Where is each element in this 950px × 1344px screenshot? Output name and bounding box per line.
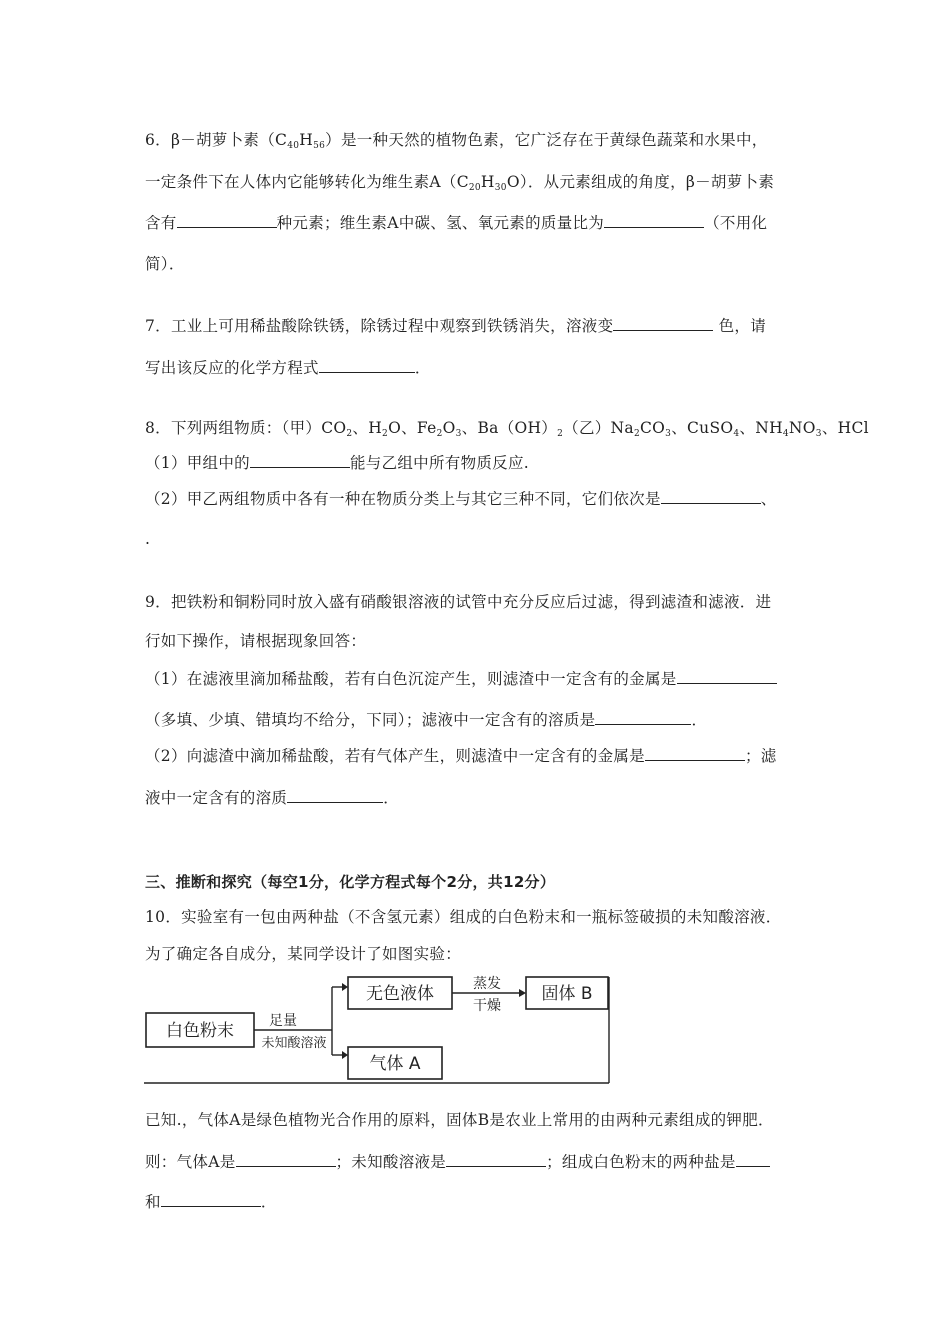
q6-line-4: 简）． bbox=[145, 255, 185, 273]
q6-line-3: 含有 种元素；维生素A中碳、氢、氧元素的质量比为 （不用化 bbox=[145, 214, 768, 232]
answer-blank[interactable] bbox=[177, 213, 277, 228]
q10-line-4: 则：气体A是 ；未知酸溶液是 ；组成白色粉末的两种盐是 bbox=[145, 1150, 770, 1172]
q9-line-4: （多填、少填、错填均不给分，下同）；滤液中一定含有的溶质是 ． bbox=[145, 711, 708, 729]
q7-line-1: 7．工业上可用稀盐酸除铁锈，除锈过程中观察到铁锈消失，溶液变 色，请 bbox=[145, 317, 767, 335]
answer-blank[interactable] bbox=[595, 710, 691, 725]
reagent-name-label: 未知酸溶液 bbox=[261, 1036, 327, 1051]
dry-label: 干燥 bbox=[473, 998, 501, 1014]
answer-blank[interactable] bbox=[645, 746, 745, 761]
answer-blank[interactable] bbox=[661, 489, 761, 504]
q10-line-1: 10．实验室有一包由两种盐（不含氢元素）组成的白色粉末和一瓶标签破损的未知酸溶液． bbox=[145, 908, 782, 926]
experiment-diagram bbox=[144, 975, 614, 1087]
q9-line-2: 行如下操作，请根据现象回答： bbox=[145, 632, 367, 650]
q10-line-2: 为了确定各自成分，某同学设计了如图实验： bbox=[145, 945, 462, 963]
gas-a-label: 气体 A bbox=[369, 1054, 421, 1074]
q9-line-5: （2）向滤渣中滴加稀盐酸，若有气体产生，则滤渣中一定含有的金属是 ；滤 bbox=[145, 747, 777, 765]
section-heading: 三、推断和探究（每空1分，化学方程式每个2分，共12分） bbox=[145, 873, 556, 891]
q9-line-3: （1）在滤液里滴加稀盐酸，若有白色沉淀产生，则滤渣中一定含有的金属是 bbox=[145, 667, 777, 689]
colorless-liquid-label: 无色液体 bbox=[366, 984, 434, 1004]
q8-line-3: （2）甲乙两组物质中各有一种在物质分类上与其它三种不同，它们依次是 、 bbox=[145, 490, 777, 508]
answer-blank[interactable] bbox=[613, 316, 713, 331]
answer-blank[interactable] bbox=[319, 358, 415, 373]
q6-line-2: 一定条件下在人体内它能够转化为维生素$A(C_{20}H_{30}O)$．从元素组成的角度，β－胡萝卜素 bbox=[145, 173, 775, 193]
q7-line-2: 写出该反应的化学方程式 ． bbox=[145, 359, 431, 377]
answer-blank[interactable] bbox=[161, 1192, 261, 1207]
q9-line-1: 9．把铁粉和铜粉同时放入盛有硝酸银溶液的试管中充分反应后过滤，得到滤渣和滤液．进 bbox=[145, 593, 772, 611]
answer-blank[interactable] bbox=[446, 1152, 546, 1167]
white-powder-label: 白色粉末 bbox=[166, 1021, 234, 1041]
evaporate-label: 蒸发 bbox=[473, 976, 501, 992]
answer-blank[interactable] bbox=[287, 788, 383, 803]
q9-line-6: 液中一定含有的溶质 ． bbox=[145, 789, 400, 807]
answer-blank[interactable] bbox=[677, 669, 777, 684]
q8-line-2: （1）甲组中的 能与乙组中所有物质反应. bbox=[145, 454, 529, 472]
solid-b-label: 固体 B bbox=[541, 984, 593, 1004]
q8-line-4: . bbox=[145, 530, 151, 548]
answer-blank[interactable] bbox=[250, 453, 350, 468]
evaporate-arrowhead bbox=[519, 989, 526, 997]
q6-line-1: 6．β－胡萝卜素$(C_{40}H_{56})$是一种天然的植物色素，它广泛存在于黄绿色蔬菜和水果中， bbox=[145, 131, 768, 151]
q10-line-3: 已知.，气体A是绿色植物光合作用的原料，固体B是农业上常用的由两种元素组成的钾肥． bbox=[145, 1111, 774, 1129]
upper-arrowhead bbox=[342, 983, 348, 991]
reagent-amount-label: 足量 bbox=[269, 1013, 297, 1029]
answer-blank[interactable] bbox=[236, 1152, 336, 1167]
lower-arrowhead bbox=[342, 1051, 348, 1059]
answer-blank[interactable] bbox=[736, 1152, 770, 1167]
q10-line-5: 和 ． bbox=[145, 1193, 277, 1211]
q8-line-1: 8．下列两组物质：（甲）$CO_2$、$H_2O$、$Fe_2O_3$、$Ba(OH)_2$（乙）$Na_2CO_3$、CuSO$_4$、$NH_4NO_3$、HCl bbox=[145, 419, 869, 439]
answer-blank[interactable] bbox=[604, 213, 704, 228]
